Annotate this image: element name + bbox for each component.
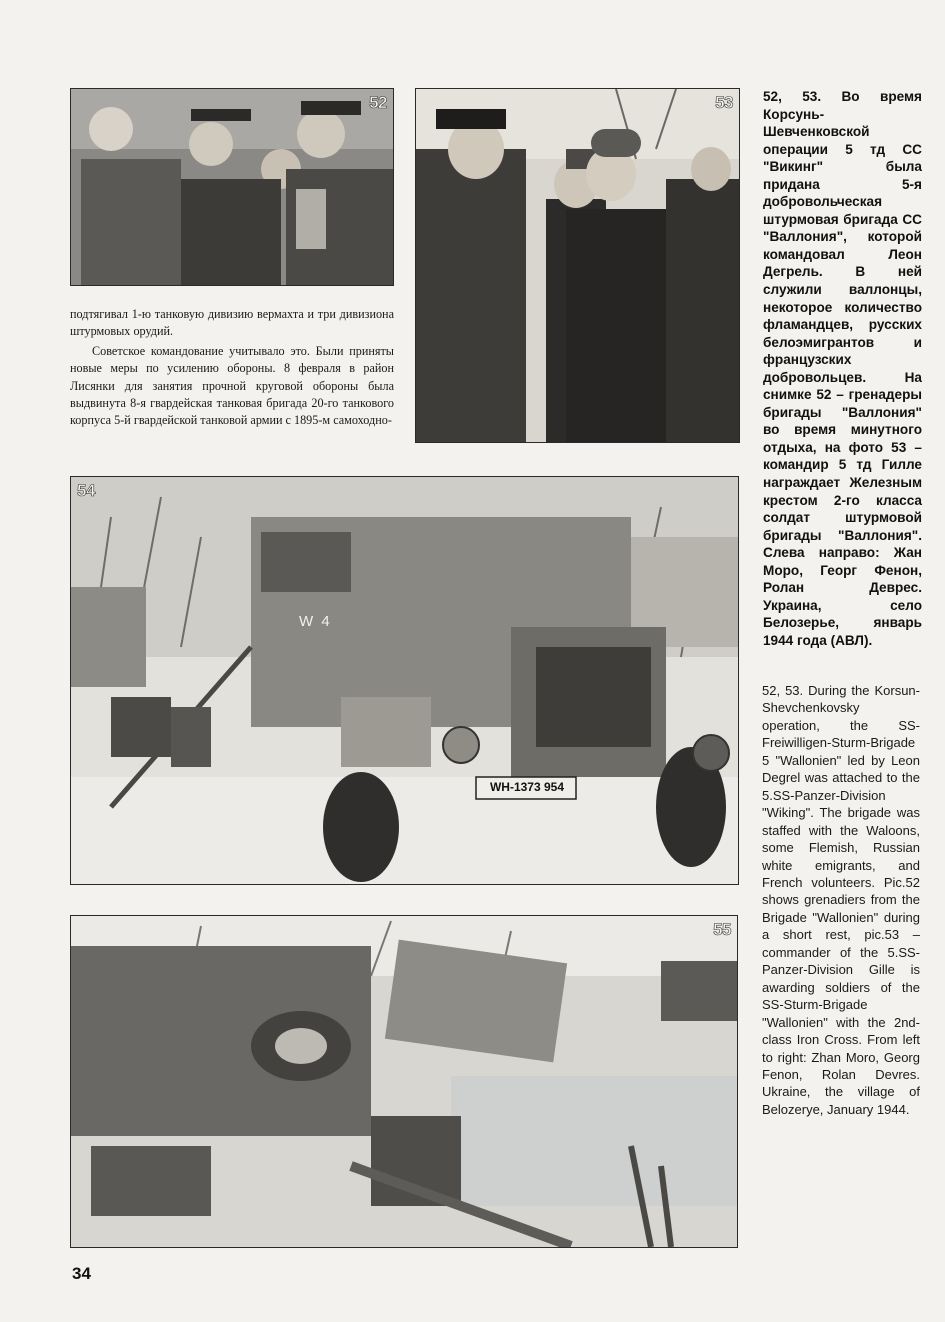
photo-55-number: 55: [713, 920, 731, 939]
photo-53-number: 53: [715, 93, 733, 112]
truck-sign-w4: W 4: [299, 613, 332, 630]
body-paragraph-2: Советское командование учитывало это. Были приняты новые меры по усилению обороны. 8 февраля в район Лисянки для занятия прочной круговой обороны была выдвинута 8-я гвардейская танковая бригада 20-го танкового корпуса 5-й гвардейской танковой армии с 1895-м самоходно-: [70, 343, 394, 428]
body-text: [70, 306, 394, 430]
photo-52-number: 52: [369, 93, 387, 112]
page-number: 34: [72, 1264, 91, 1283]
photo-54: [70, 476, 739, 885]
photo-55: [70, 915, 738, 1248]
photo-54-number: 54: [77, 481, 95, 500]
body-paragraph-1: подтягивал 1-ю танковую дивизию вермахта и три дивизиона штурмовых орудий.: [70, 307, 394, 339]
photo-53: [415, 88, 740, 443]
photo-52-image: [71, 89, 393, 285]
photo-55-image: [71, 916, 737, 1247]
photo-53-image: [416, 89, 739, 442]
photo-54-image: [71, 477, 738, 884]
caption-english: 52, 53. During the Korsun-Shevchenkovsky operation, the SS-Freiwilligen-Sturm-Brigade 5 "Wallonien" led by Leon Degrel was attached to the 5.SS-Panzer-Division "Wiking". The brigade was staffed with the Waloons, some Flemish, Russian white emigrants, and French volunteers. Pic.52 shows grenadiers from the Brigade "Wallonien" during a short rest, pic.53 – commander of the 5.SS-Panzer-Division Gille is awarding soldiers of the SS-Sturm-Brigade "Wallonien" with the 2nd-class Iron Cross. From left to right: Zhan Moro, Georg Fenon, Rolan Devres. Ukraine, the village of Belozerye, January 1944.: [762, 683, 920, 1117]
truck-license-plate: WH-1373 954: [489, 780, 565, 794]
photo-52: [70, 88, 394, 286]
caption-russian: 52, 53. Во время Корсунь-Шевченковской операции 5 тд СС "Викинг" была придана 5-я добровольческая штурмовая бригада СС "Валлония", которой командовал Леон Дегрель. В ней служили валлонцы, некоторое количество фламандцев, русских белоэмигрантов и французских добровольцев. На снимке 52 – гренадеры бригады "Валлония" во время минутного отдыха, на фото 53 – командир 5 тд Гилле награждает Железным крестом 2-го класса солдат штурмовой бригады "Валлония". Слева направо: Жан Моро, Георг Фенон, Ролан Деврес. Украина, село Белозерье, январь 1944 года (АВЛ).: [763, 89, 922, 648]
